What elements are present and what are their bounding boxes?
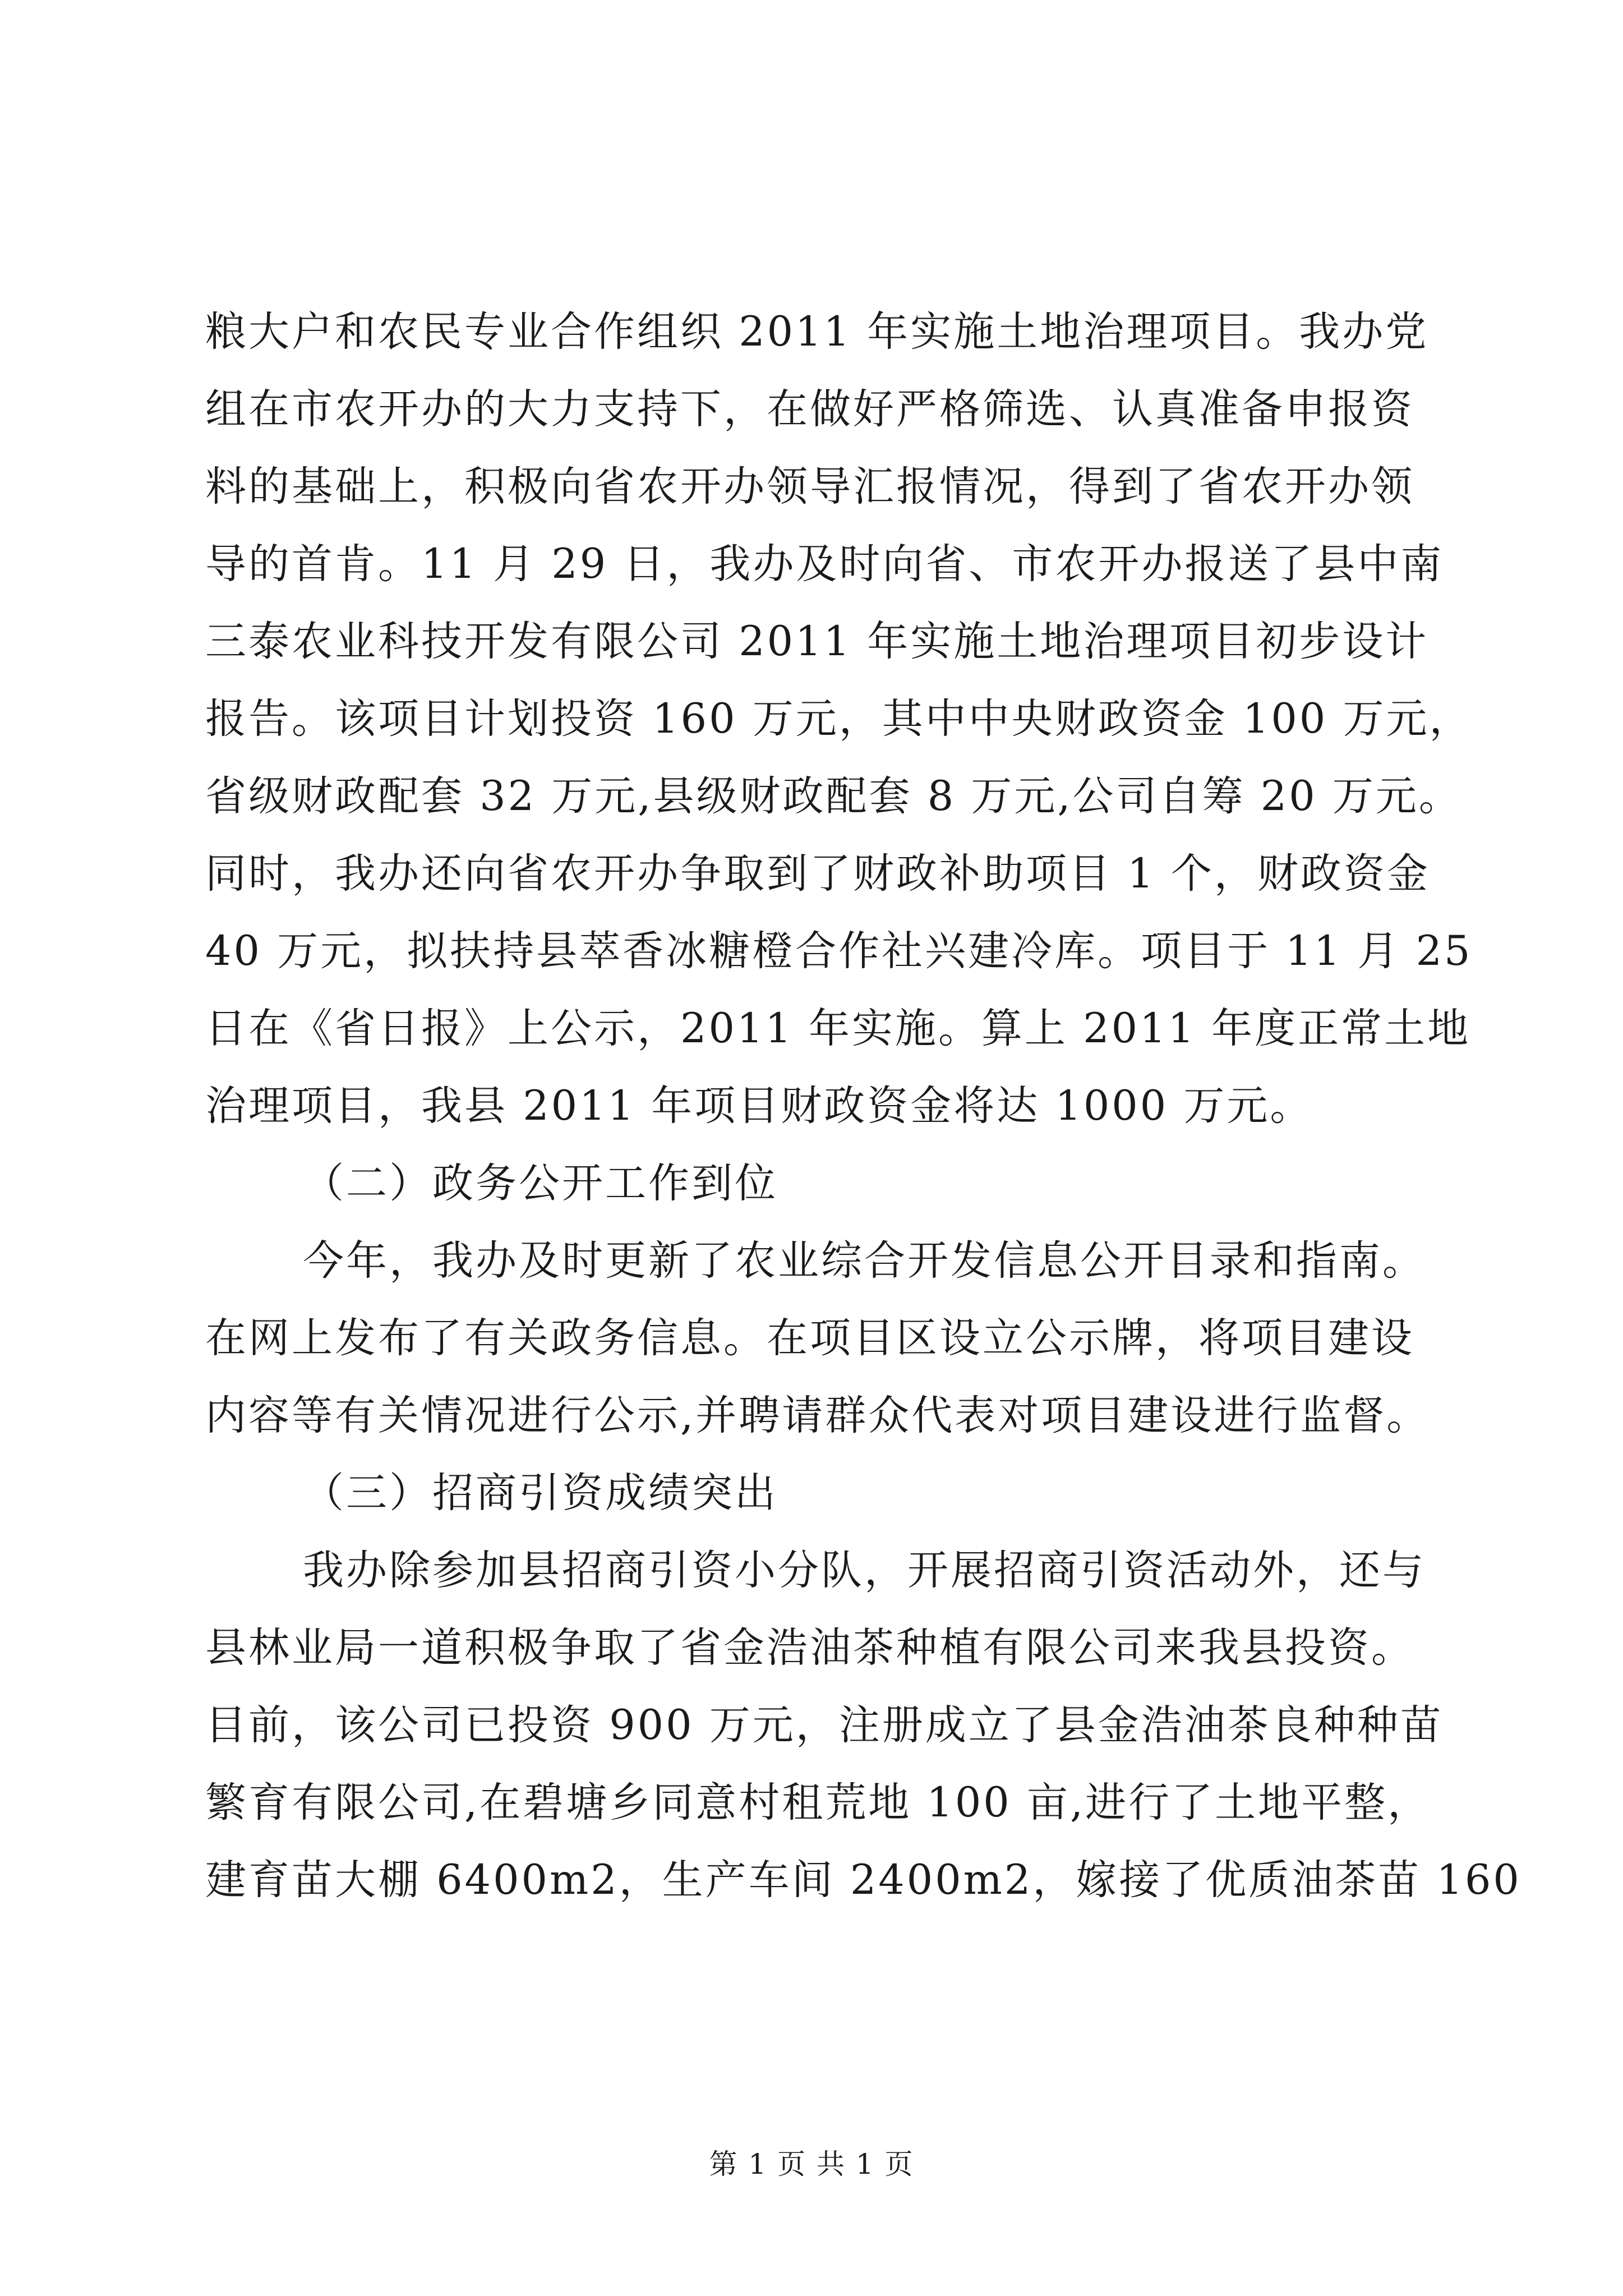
body-line: 同时，我办还向省农开办争取到了财政补助项目 1 个，财政资金 [205, 850, 1430, 898]
body-line: 料的基础上，积极向省农开办领导汇报情况，得到了省农开办领 [205, 463, 1414, 510]
page-footer: 第 1 页 共 1 页 [709, 2148, 914, 2180]
body-line: 三泰农业科技开发有限公司 2011 年实施土地治理项目初步设计 [205, 618, 1429, 665]
body-line: 40 万元，拟扶持县萃香冰糖橙合作社兴建冷库。项目于 11 月 25 [205, 927, 1473, 975]
body-line: 今年，我办及时更新了农业综合开发信息公开目录和指南。 [303, 1237, 1426, 1285]
body-line: 内容等有关情况进行公示,并聘请群众代表对项目建设进行监督。 [205, 1392, 1430, 1439]
body-line: 县林业局一道积极争取了省金浩油茶种植有限公司来我县投资。 [205, 1624, 1414, 1672]
body-line: 繁育有限公司,在碧塘乡同意村租荒地 100 亩,进行了土地平整， [205, 1779, 1431, 1826]
body-line: 治理项目，我县 2011 年项目财政资金将达 1000 万元。 [205, 1082, 1313, 1130]
section-heading: （二）政务公开工作到位 [303, 1159, 778, 1207]
body-line: 建育苗大棚 6400m2，生产车间 2400m2，嫁接了优质油茶苗 160 [205, 1856, 1521, 1904]
body-line: 日在《省日报》上公示，2011 年实施。算上 2011 年度正常土地 [205, 1005, 1471, 1052]
body-line: 我办除参加县招商引资小分队，开展招商引资活动外，还与 [303, 1547, 1426, 1594]
section-heading: （三）招商引资成绩突出 [303, 1469, 778, 1517]
body-line: 目前，该公司已投资 900 万元，注册成立了县金浩油茶良种种苗 [205, 1701, 1444, 1749]
body-line: 在网上发布了有关政务信息。在项目区设立公示牌，将项目建设 [205, 1314, 1414, 1362]
body-line: 粮大户和农民专业合作组织 2011 年实施土地治理项目。我办党 [205, 308, 1429, 356]
body-line: 报告。该项目计划投资 160 万元，其中中央财政资金 100 万元， [205, 695, 1473, 743]
body-line: 省级财政配套 32 万元,县级财政配套 8 万元,公司自筹 20 万元。 [205, 772, 1462, 820]
body-line: 组在市农开办的大力支持下，在做好严格筛选、认真准备申报资 [205, 385, 1414, 433]
body-line: 导的首肯。11 月 29 日，我办及时向省、市农开办报送了县中南 [205, 540, 1444, 588]
